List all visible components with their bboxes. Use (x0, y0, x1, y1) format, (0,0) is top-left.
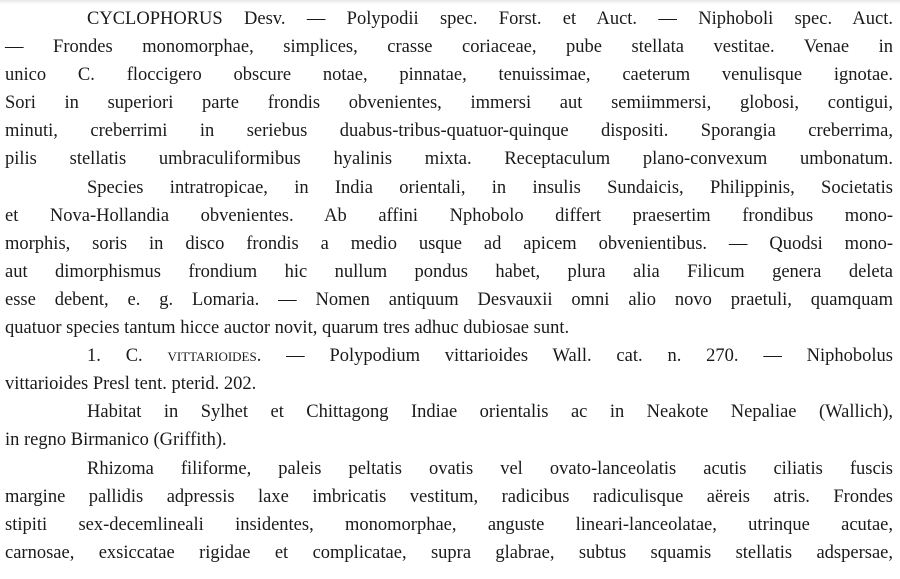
text-line: — Frondes monomorphae, simplices, crasse coriaceae, pube stellata vestitae. Venae in (5, 37, 893, 58)
text-line: Species intratropicae, in India orientali, in insulis Sundaicis, Philippinis, Societatis (87, 177, 893, 198)
text-line: Rhizoma filiforme, paleis peltatis ovatis vel ovato-lanceolatis acutis ciliatis fuscis (87, 458, 893, 479)
species-number: 1. C. (87, 346, 143, 367)
text-line: in regno Birmanico (Griffith). (5, 430, 227, 451)
text-line: quatuor species tantum hicce auctor novit, quarum tres adhuc dubiosae sunt. (5, 318, 570, 339)
text-line: morphis, soris in disco frondis a medio usque ad apicem obvenientibus. — Quodsi mono- (5, 233, 893, 254)
cut-off-previous-line (0, 0, 900, 4)
text-line: esse debent, e. g. Lomaria. — Nomen antiquum Desvauxii omni alio novo praetuli, quamquam (5, 289, 893, 310)
text-line: unico C. floccigero obscure notae, pinnatae, tenuissimae, caeterum venulisque ignotae. (5, 65, 893, 86)
text-line: CYCLOPHORUS Desv. — Polypodii spec. Forst. et Auct. — Niphoboli spec. Auct. (87, 9, 893, 29)
text-line: carnosae, exsiccatae rigidae et complicatae, supra glabrae, subtus squamis stellatis adspersae, (5, 542, 893, 563)
text-line: vittarioides Presl tent. pterid. 202. (5, 374, 257, 395)
species-name: vittarioides (167, 346, 257, 367)
text-line: et Nova-Hollandia obvenientes. Ab affini Nphobolo differt praesertim frondibus mono- (5, 205, 893, 226)
text-line: Habitat in Sylhet et Chittagong Indiae orientalis ac in Neakote Nepaliae (Wallich), (87, 402, 893, 423)
text-line: margine pallidis adpressis laxe imbricatis vestitum, radicibus radiculisque aëreis atris. Frondes (5, 486, 893, 507)
species-entry-line (5, 342, 893, 370)
text-line: Sori in superiori parte frondis obvenientes, immersi aut semiimmersi, globosi, contigui, (5, 93, 893, 114)
text-line: pilis stellatis umbraculiformibus hyalinis mixta. Receptaculum plano-convexum umbonatum. (5, 149, 893, 170)
synonymy: . — Polypodium vittarioides Wall. cat. n. 270. — Niphobolus (256, 346, 894, 367)
text-line: aut dimorphismus frondium hic nullum pondus habet, plura alia Filicum genera deleta (5, 261, 893, 282)
document-page (5, 5, 893, 567)
text-line: stipiti sex-decemlineali insidentes, monomorphae, anguste lineari-lanceolatae, utrinque acutae, (5, 514, 893, 535)
text-line: minuti, creberrimi in seriebus duabus-tribus-quatuor-quinque dispositi. Sporangia creberrima, (5, 121, 893, 142)
